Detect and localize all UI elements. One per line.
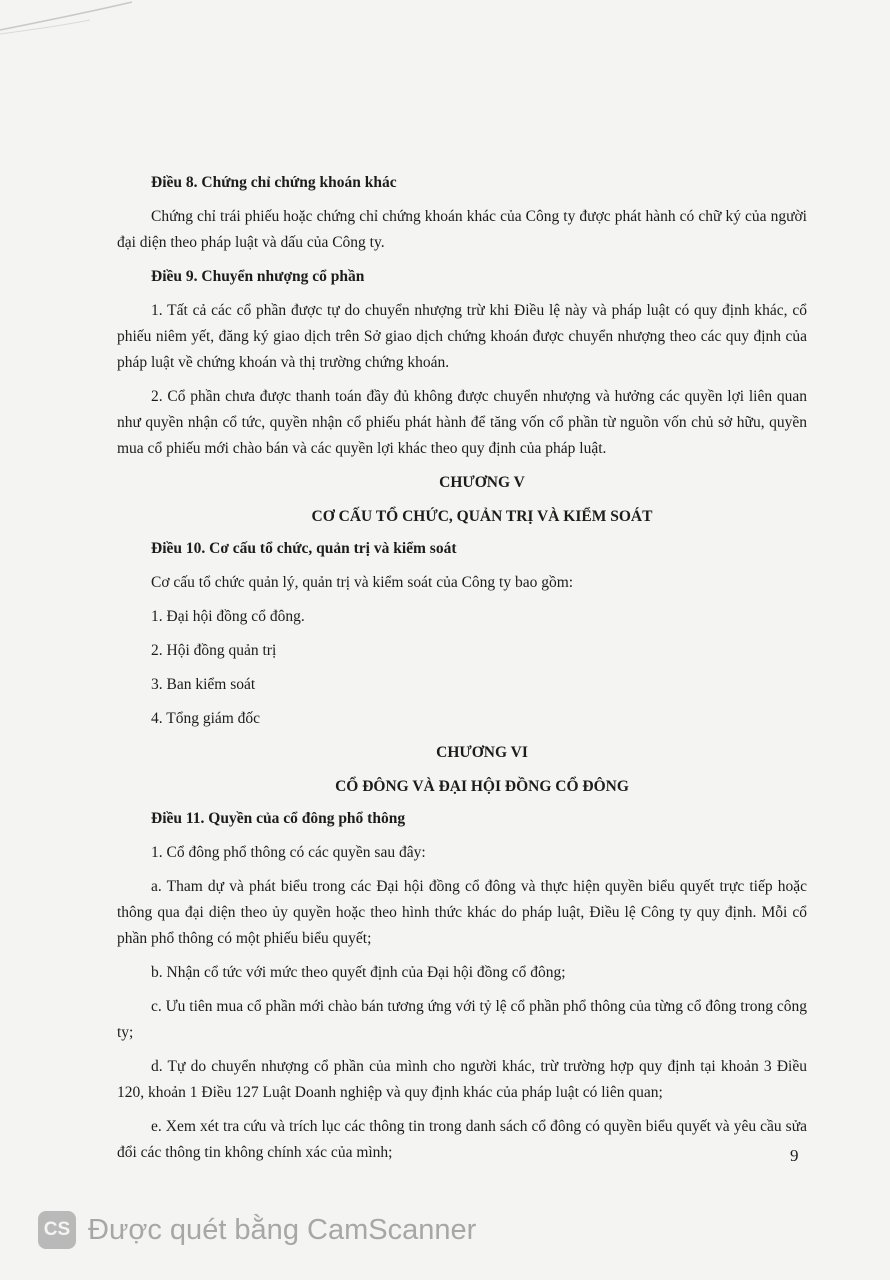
chapter-5-title: CƠ CẤU TỔ CHỨC, QUẢN TRỊ VÀ KIỂM SOÁT	[311, 508, 653, 525]
article-10-item-2: 2. Hội đồng quản trị	[151, 642, 277, 659]
chapter-6-title: CỔ ĐÔNG VÀ ĐẠI HỘI ĐỒNG CỔ ĐÔNG	[335, 778, 629, 795]
page-number: 9	[790, 1146, 799, 1165]
article-11-intro: 1. Cổ đông phổ thông có các quyền sau đây:	[151, 844, 426, 861]
article-8-heading: Điều 8. Chứng chỉ chứng khoán khác	[151, 174, 397, 191]
chapter-6-label: CHƯƠNG VI	[436, 744, 528, 761]
camscanner-logo-icon: CS	[38, 1211, 76, 1249]
article-11-point-e: e. Xem xét tra cứu và trích lục các thông tin trong danh sách cổ đông có quyền biểu quyết và yêu cầu sửa đổi các thông tin không chính xác của mình;	[117, 1118, 807, 1161]
article-11-point-c: c. Ưu tiên mua cổ phần mới chào bán tương ứng với tỷ lệ cổ phần phổ thông của từng cổ đông trong công ty;	[117, 998, 807, 1041]
article-11-point-b: b. Nhận cổ tức với mức theo quyết định của Đại hội đồng cổ đông;	[151, 964, 566, 981]
article-10-item-4: 4. Tổng giám đốc	[151, 710, 261, 727]
article-10-item-3: 3. Ban kiểm soát	[151, 676, 256, 693]
scan-edge-mark	[0, 0, 140, 40]
article-9-clause-1: 1. Tất cả các cổ phần được tự do chuyển nhượng trừ khi Điều lệ này và pháp luật có quy định khác, cổ phiếu niêm yết, đăng ký giao dịch trên Sở giao dịch chứng khoán được chuyển nhượng theo các quy định của pháp luật về chứng khoán và thị trường chứng khoán.	[117, 302, 807, 371]
chapter-5-label: CHƯƠNG V	[439, 474, 525, 491]
camscanner-footer	[38, 1210, 476, 1250]
article-9-heading: Điều 9. Chuyển nhượng cổ phần	[151, 268, 365, 285]
article-11-point-a: a. Tham dự và phát biểu trong các Đại hội đồng cổ đông và thực hiện quyền biểu quyết trực tiếp hoặc thông qua đại diện theo ủy quyền hoặc theo hình thức khác do pháp luật, Điều lệ Công ty quy định. Mỗi cổ phần phổ thông có một phiếu biểu quyết;	[117, 878, 807, 947]
article-11-point-d: d. Tự do chuyển nhượng cổ phần của mình cho người khác, trừ trường hợp quy định tại khoản 3 Điều 120, khoản 1 Điều 127 Luật Doanh nghiệp và quy định khác của pháp luật có liên quan;	[117, 1058, 807, 1101]
article-11-heading: Điều 11. Quyền của cổ đông phổ thông	[151, 810, 406, 827]
article-9-clause-2: 2. Cổ phần chưa được thanh toán đầy đủ không được chuyển nhượng và hưởng các quyền lợi liên quan như quyền nhận cổ tức, quyền nhận cổ phiếu phát hành để tăng vốn cổ phần từ nguồn vốn chủ sở hữu, quyền mua cổ phiếu mới chào bán và các quyền lợi khác theo quy định của pháp luật.	[117, 388, 807, 457]
article-10-item-1: 1. Đại hội đồng cổ đông.	[151, 608, 305, 625]
article-10-intro: Cơ cấu tổ chức quản lý, quản trị và kiểm soát của Công ty bao gồm:	[151, 574, 574, 591]
document-body	[117, 170, 807, 1174]
camscanner-watermark-text: Được quét bằng CamScanner	[88, 1213, 477, 1246]
article-10-heading: Điều 10. Cơ cấu tổ chức, quản trị và kiểm soát	[151, 540, 457, 557]
article-8-text: Chứng chỉ trái phiếu hoặc chứng chỉ chứng khoán khác của Công ty được phát hành có chữ ký của người đại diện theo pháp luật và dấu của Công ty.	[117, 208, 807, 251]
